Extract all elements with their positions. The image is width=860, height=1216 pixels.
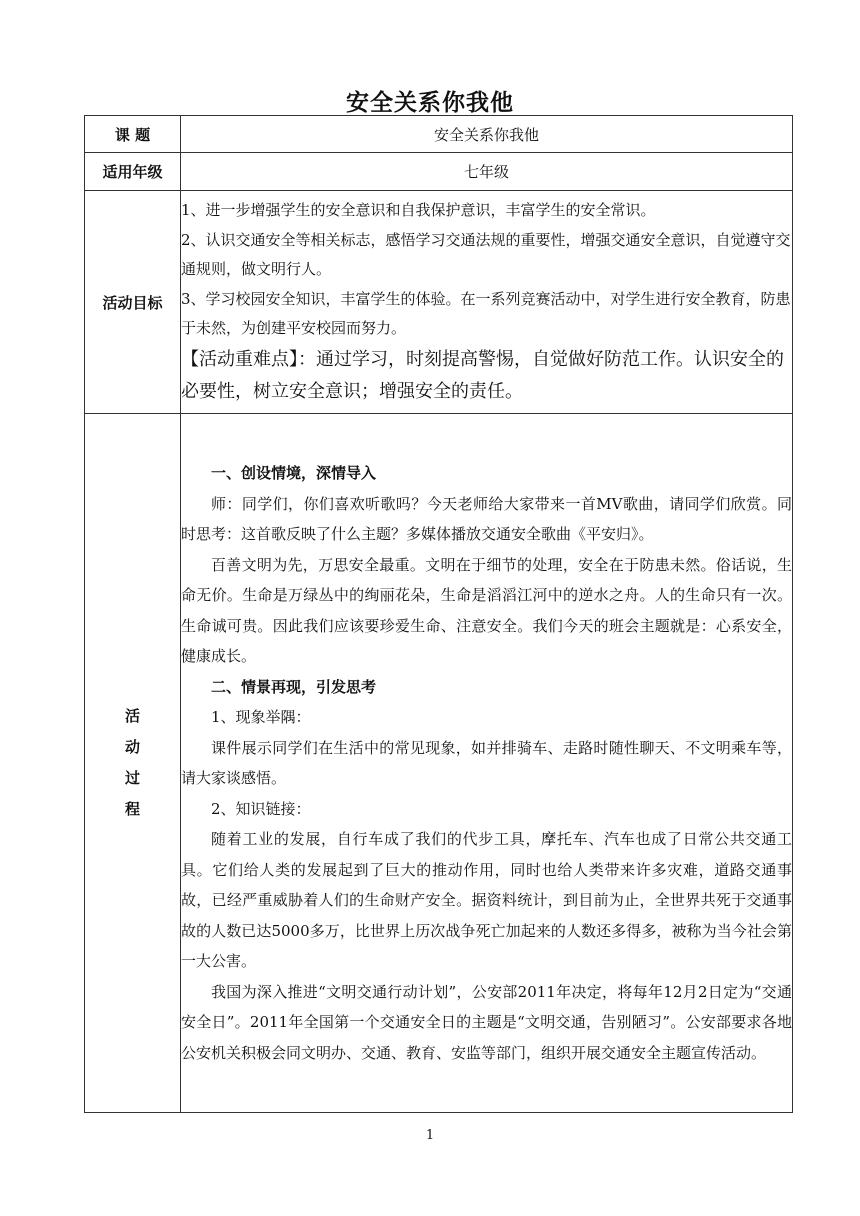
grade-label: 适用年级 (85, 153, 181, 191)
process-label-char: 活 (124, 707, 140, 725)
process-row (85, 414, 793, 1113)
section-heading: 一、创设情境，深情导入 (211, 464, 377, 482)
goals-cell (181, 191, 793, 414)
grade-value: 七年级 (181, 153, 793, 191)
grade-row (85, 153, 793, 191)
paragraph: 师：同学们，你们喜欢听歌吗？今天老师给大家带来一首MV歌曲，请同学们欣赏。同时思考：这首歌反映了什么主题？多媒体播放交通安全歌曲《平安归》。 (181, 494, 792, 543)
paragraph: 我国为深入推进“文明交通行动计划”，公安部2011年决定，将每年12月2日定为“交通安全日”。2011年全国第一个交通安全日的主题是“文明交通，告别陋习”。公安部要求各地公安机关积极会同文明办、交通、教育、安监等部门，组织开展交通安全主题宣传活动。 (181, 982, 792, 1062)
subheading: 2、知识链接： (211, 799, 311, 818)
process-label-char: 程 (124, 800, 140, 818)
page-number: 1 (425, 1128, 435, 1143)
goal-item: 3、学习校园安全知识，丰富学生的体验。在一系列竞赛活动中，对学生进行安全教育，防患于未然，为创建平安校园而努力。 (181, 289, 791, 338)
process-label-char: 动 (124, 738, 140, 756)
page-title: 安全关系你我他 (346, 90, 514, 116)
key-points: 【活动重难点】：通过学习，时刻提高警惕，自觉做好防范工作。认识安全的必要性，树立安全意识；增强安全的责任。 (181, 348, 784, 402)
subheading: 1、现象举隅： (211, 708, 311, 726)
paragraph: 随着工业的发展，自行车成了我们的代步工具，摩托车、汽车也成了日常公共交通工具。它们给人类的发展起到了巨大的推动作用，同时也给人类带来许多灾难，道路交通事故，已经严重威胁着人们的生命财产安全。据资料统计，到目前为止，全世界共死于交通事故的人数已达5000多万，比世界上历次战争死亡加起来的人数还多得多，被称为当今社会第一大公害。 (181, 830, 792, 970)
paragraph: 百善文明为先，万思安全最重。文明在于细节的处理，安全在于防患未然。俗话说，生命无价。生命是万绿丛中的绚丽花朵，生命是滔滔江河中的逆水之舟。人的生命只有一次。生命诚可贵。因此我们应该要珍爱生命、注意安全。我们今天的班会主题就是：心系安全，健康成长。 (181, 555, 792, 665)
lesson-plan-table (84, 115, 793, 1113)
topic-label: 课 题 (85, 116, 181, 153)
goal-item: 2、认识交通安全等相关标志，感悟学习交通法规的重要性，增强交通安全意识，自觉遵守交通规则，做文明行人。 (181, 230, 791, 279)
process-label (85, 414, 181, 1113)
paragraph: 课件展示同学们在生活中的常见现象，如并排骑车、走路时随性聊天、不文明乘车等，请大家谈感悟。 (181, 738, 792, 787)
section-heading: 二、情景再现，引发思考 (211, 677, 377, 696)
topic-value: 安全关系你我他 (181, 116, 793, 153)
topic-row (85, 116, 793, 153)
process-label-char: 过 (124, 769, 140, 787)
goal-item: 1、进一步增强学生的安全意识和自我保护意识，丰富学生的安全常识。 (181, 201, 656, 220)
process-cell (181, 414, 793, 1113)
goals-row (85, 191, 793, 414)
goals-label: 活动目标 (85, 191, 181, 414)
